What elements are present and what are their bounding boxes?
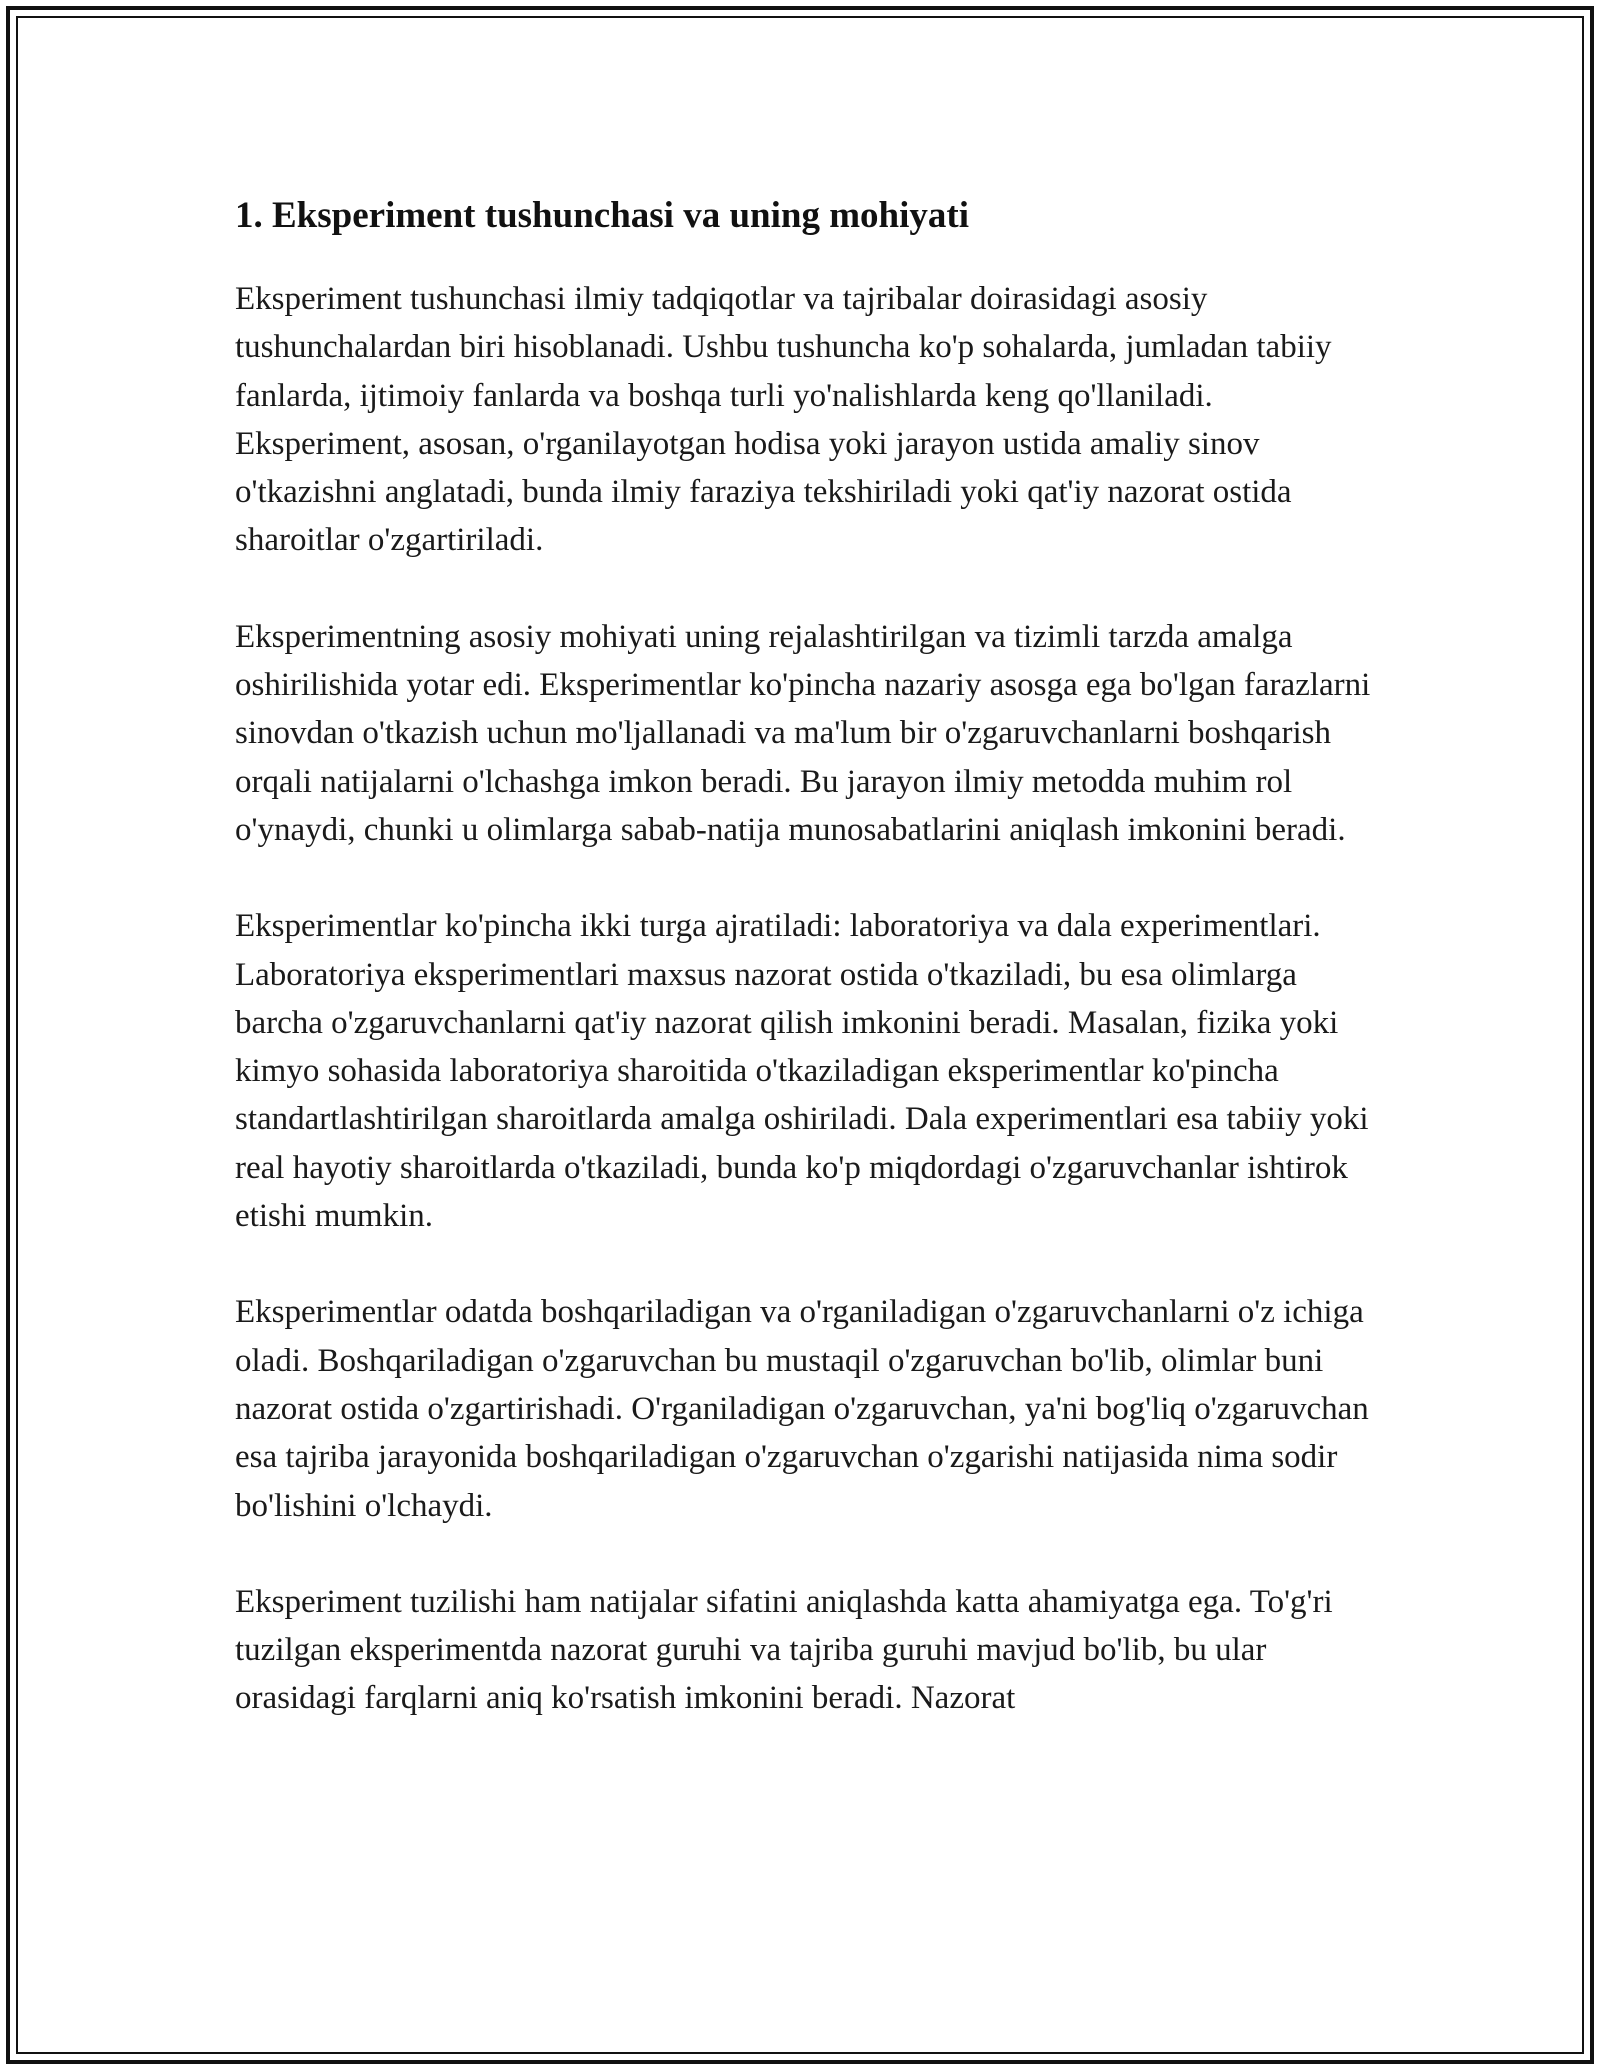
paragraph-2: Eksperimentning asosiy mohiyati uning rejalashtirilgan va tizimli tarzda amalga oshirilishida yotar edi. Eksperimentlar ko'pincha nazariy asosga ega bo'lgan farazlarni sinovdan o'tkazish uchun mo'ljallanadi va ma'lum bir o'zgaruvchanlarni boshqarish orqali natijalarni o'lchashga imkon beradi. Bu jarayon ilmiy metodda muhim rol o'ynaydi, chunki u olimlarga sabab-natija munosabatlarini aniqlash imkonini beradi. xyxy=(235,618,1371,848)
document-body xyxy=(235,186,1385,1771)
section-heading: 1. Eksperiment tushunchasi va uning mohiyati xyxy=(235,195,970,236)
paragraph-5: Eksperiment tuzilishi ham natijalar sifatini aniqlashda katta ahamiyatga ega. To'g'ri tuzilgan eksperimentda nazorat guruhi va tajriba guruhi mavjud bo'lib, bu ular orasidagi farqlarni aniq ko'rsatish imkonini beradi. Nazorat xyxy=(235,1583,1333,1717)
paragraph-3: Eksperimentlar ko'pincha ikki turga ajratiladi: laboratoriya va dala experimentlari. Laboratoriya eksperimentlari maxsus nazorat ostida o'tkaziladi, bu esa olimlarga barcha o'zgaruvchanlarni qat'iy nazorat qilish imkonini beradi. Masalan, fizika yoki kimyo sohasida laboratoriya sharoitida o'tkaziladigan eksperimentlar ko'pincha standartlashtirilgan sharoitlarda amalga oshiriladi. Dala experimentlari esa tabiiy yoki real hayotiy sharoitlarda o'tkaziladi, bunda ko'p miqdordagi o'zgaruvchanlar ishtirok etishi mumkin. xyxy=(235,908,1369,1235)
paragraph-1: Eksperiment tushunchasi ilmiy tadqiqotlar va tajribalar doirasidagi asosiy tushunchalardan biri hisoblanadi. Ushbu tushuncha ko'p sohalarda, jumladan tabiiy fanlarda, ijtimoiy fanlarda va boshqa turli yo'nalishlarda keng qo'llaniladi. Eksperiment, asosan, o'rganilayotgan hodisa yoki jarayon ustida amaliy sinov o'tkazishni anglatadi, bunda ilmiy faraziya tekshiriladi yoki qat'iy nazorat ostida sharoitlar o'zgartiriladi. xyxy=(235,281,1332,559)
paragraph-4: Eksperimentlar odatda boshqariladigan va o'rganiladigan o'zgaruvchanlarni o'z ichiga oladi. Boshqariladigan o'zgaruvchan bu mustaqil o'zgaruvchan bo'lib, olimlar buni nazorat ostida o'zgartirishadi. O'rganiladigan o'zgaruvchan, ya'ni bog'liq o'zgaruvchan esa tajriba jarayonida boshqariladigan o'zgaruvchan o'zgarishi natijasida nima sodir bo'lishini o'lchaydi. xyxy=(235,1294,1369,1524)
